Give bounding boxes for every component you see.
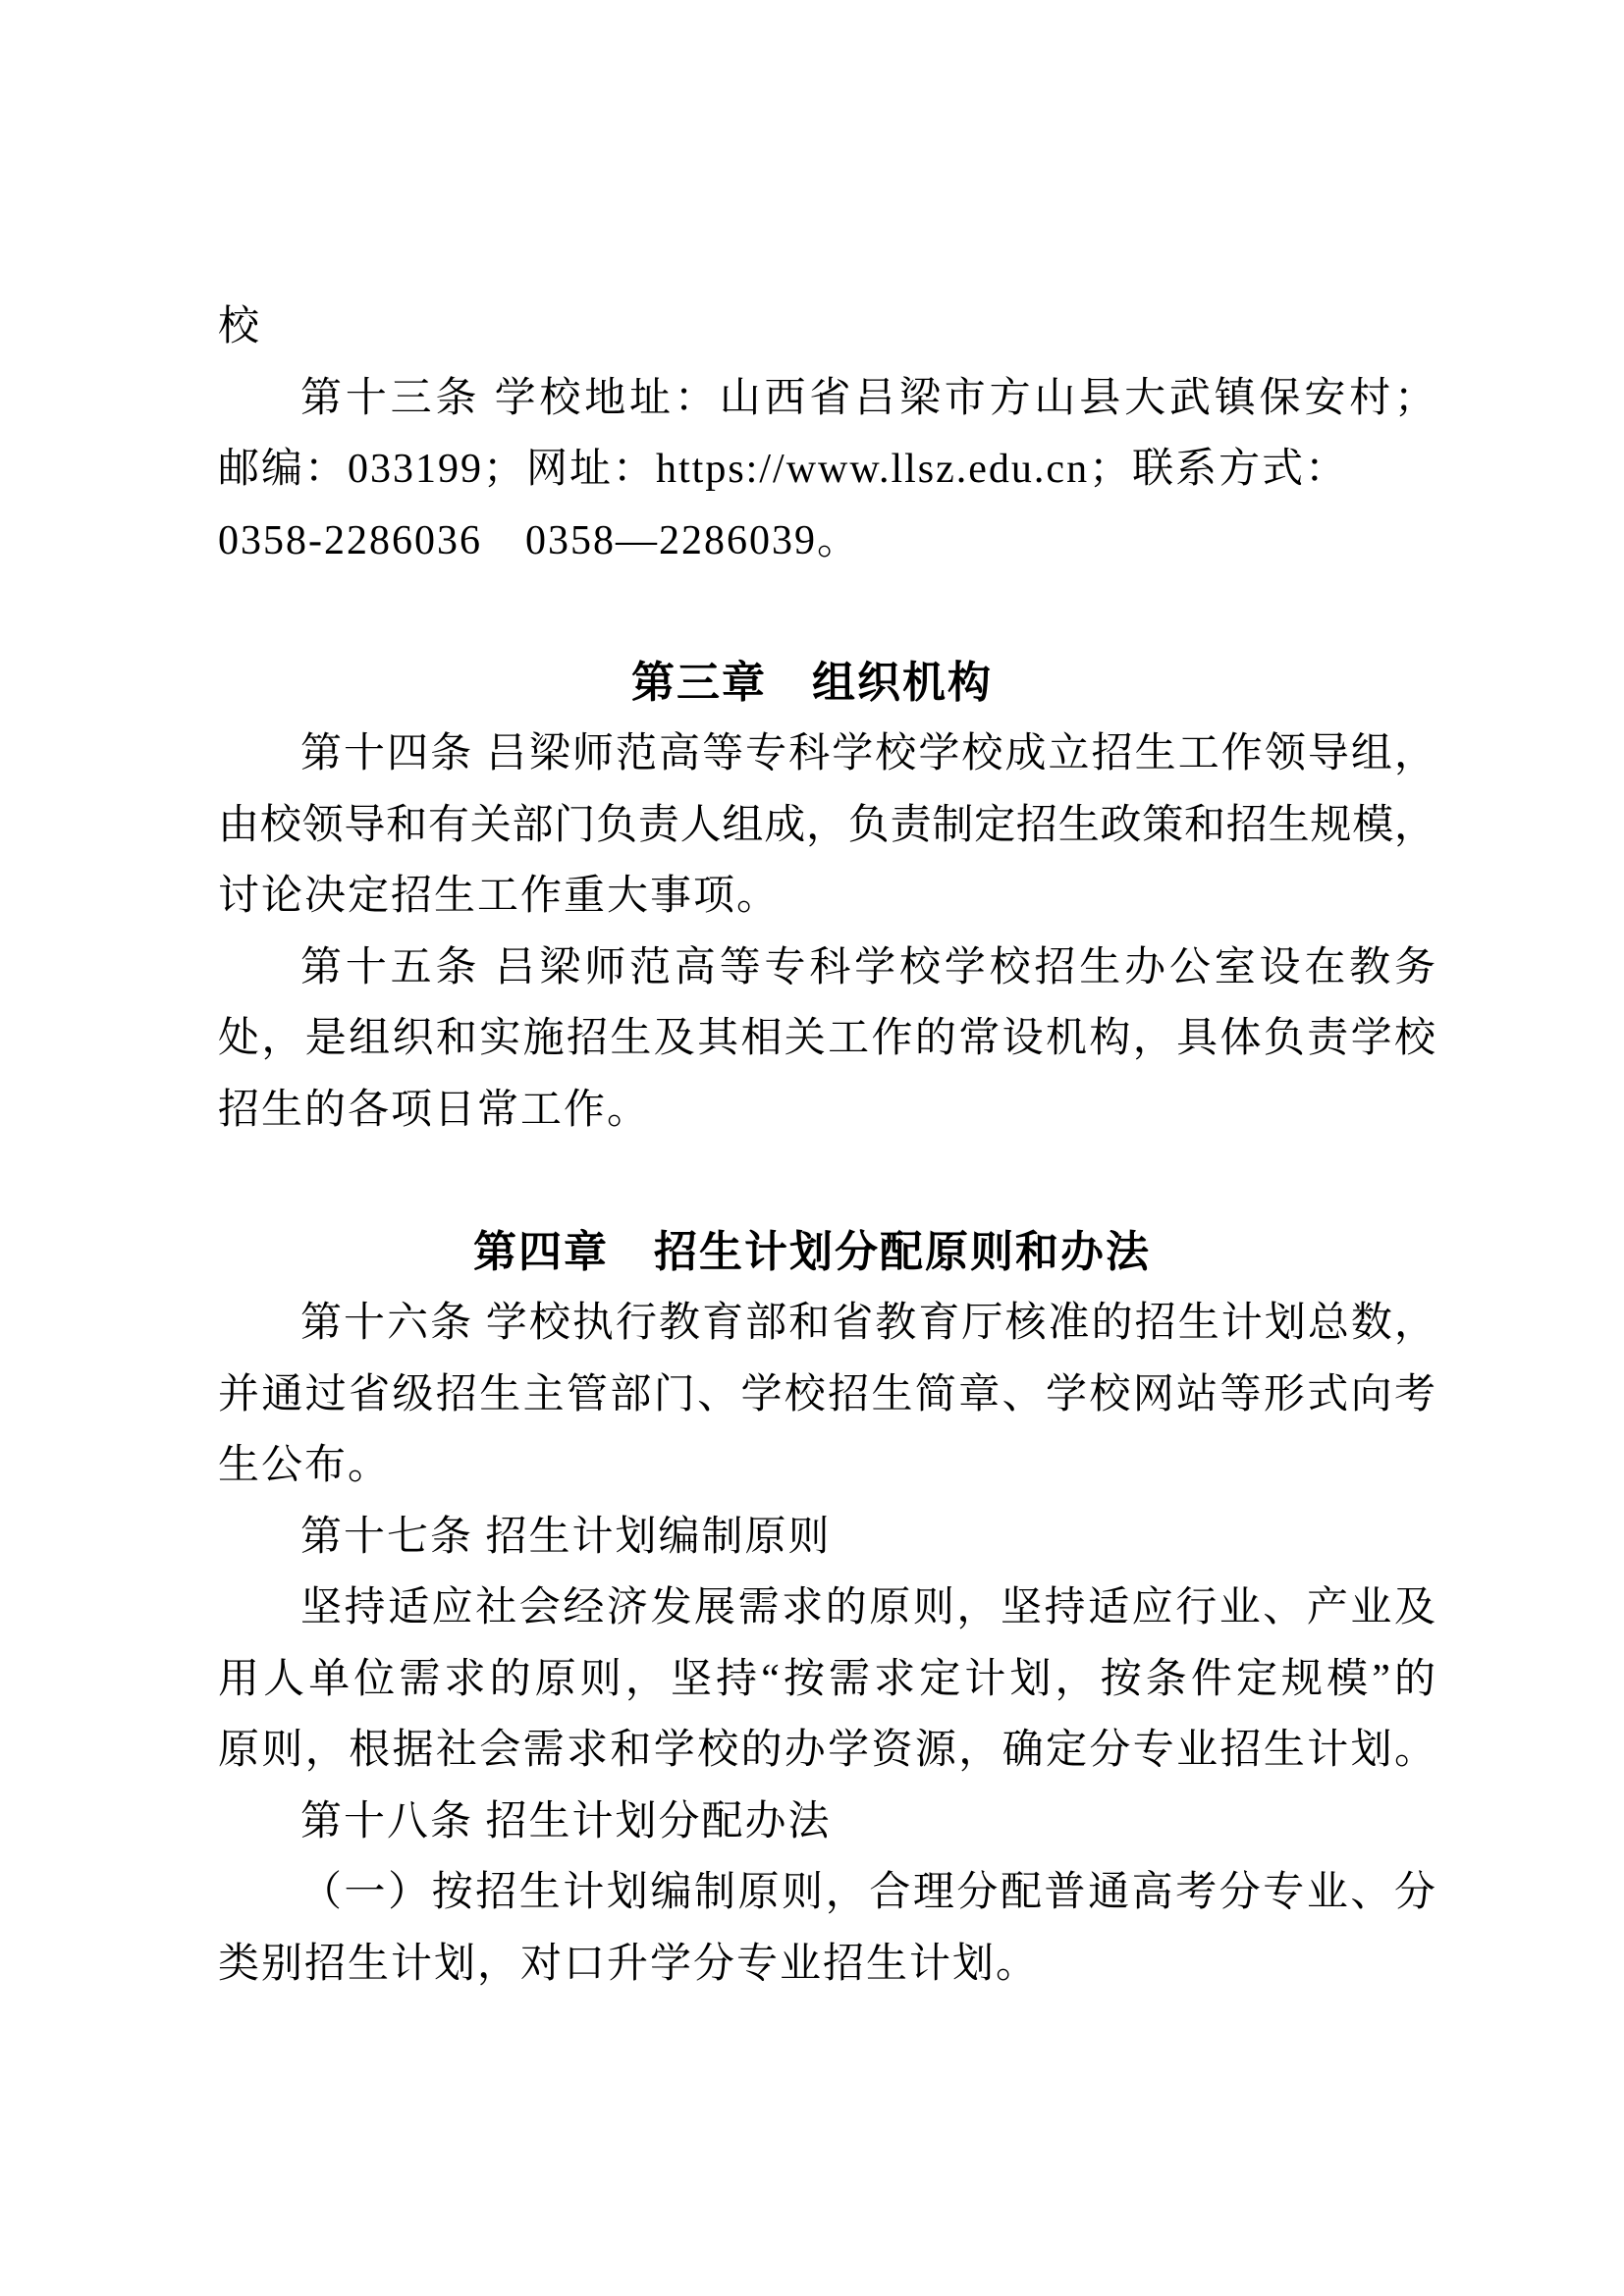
article-13-line-1: 第十三条 学校地址：山西省吕梁市方山县大武镇保安村； xyxy=(300,376,1435,421)
article-15-line-1: 第十五条 吕梁师范高等专科学校学校招生办公室设在教务 xyxy=(300,945,1435,990)
article-15-line-3: 招生的各项日常工作。 xyxy=(218,1088,651,1133)
carryover-line: 校 xyxy=(218,304,262,349)
article-16-line-3: 生公布。 xyxy=(218,1443,392,1488)
article-17-line-1: 第十七条 招生计划编制原则 xyxy=(300,1515,832,1560)
article-14-line-3: 讨论决定招生工作重大事项。 xyxy=(218,874,781,919)
article-16-line-1: 第十六条 学校执行教育部和省教育厅核准的招生计划总数， xyxy=(300,1301,1435,1346)
article-18-line-2: （一）按招生计划编制原则，合理分配普通高考分专业、分 xyxy=(300,1870,1435,1915)
chapter-4-heading: 第四章 招生计划分配原则和办法 xyxy=(473,1228,1151,1276)
chapter-3-heading: 第三章 组织机构 xyxy=(631,659,993,707)
article-15-line-2: 处，是组织和实施招生及其相关工作的常设机构，具体负责学校 xyxy=(218,1016,1435,1061)
article-13-line-3: 0358-2286036 0358—2286039。 xyxy=(218,518,860,563)
article-14-line-1: 第十四条 吕梁师范高等专科学校学校成立招生工作领导组， xyxy=(300,731,1435,776)
article-17-line-3: 用人单位需求的原则，坚持“按需求定计划，按条件定规模”的 xyxy=(218,1657,1435,1702)
article-17-line-4: 原则，根据社会需求和学校的办学资源，确定分专业招生计划。 xyxy=(218,1728,1435,1773)
article-17-line-2: 坚持适应社会经济发展需求的原则，坚持适应行业、产业及 xyxy=(300,1585,1435,1630)
article-13-line-2: 邮编：033199；网址：https://www.llsz.edu.cn；联系方式： xyxy=(218,447,1349,492)
article-14-line-2: 由校领导和有关部门负责人组成，负责制定招生政策和招生规模， xyxy=(218,803,1435,848)
article-18-line-1: 第十八条 招生计划分配办法 xyxy=(300,1799,832,1844)
article-16-line-2: 并通过省级招生主管部门、学校招生简章、学校网站等形式向考 xyxy=(218,1372,1435,1417)
article-18-line-3: 类别招生计划，对口升学分专业招生计划。 xyxy=(218,1942,1040,1987)
